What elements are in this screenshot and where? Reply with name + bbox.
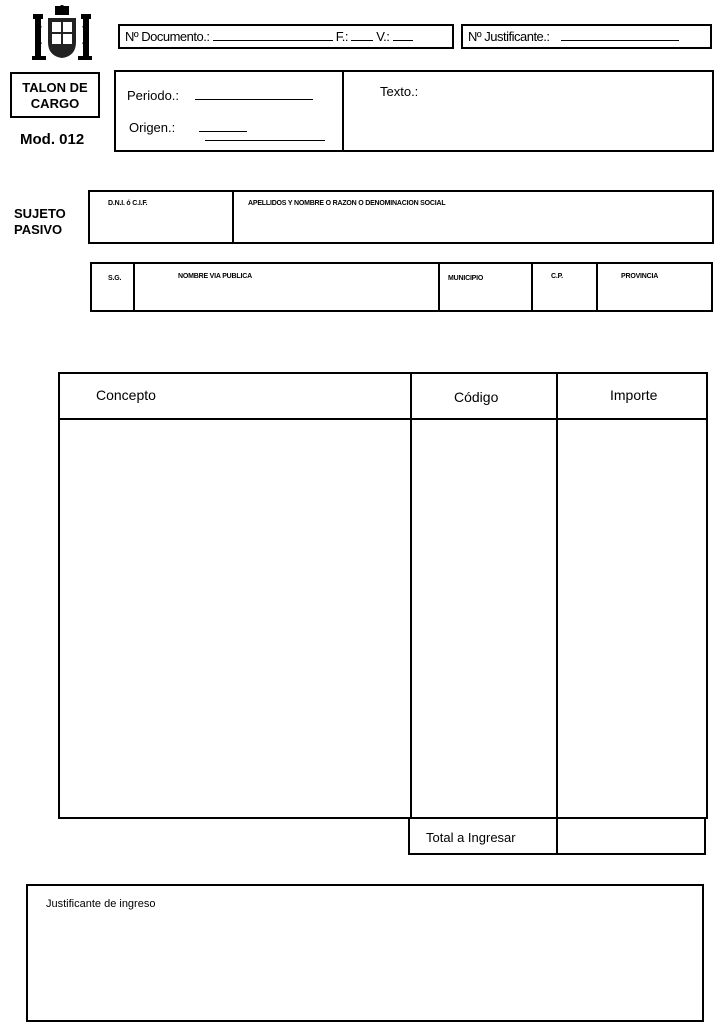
v-field[interactable] bbox=[393, 40, 413, 41]
justificante-ingreso-box[interactable] bbox=[26, 884, 704, 1022]
sujeto-label-line2: PASIVO bbox=[14, 222, 63, 237]
periodo-texto-box bbox=[114, 70, 714, 152]
periodo-field[interactable] bbox=[195, 99, 313, 100]
apellidos-label: APELLIDOS Y NOMBRE O RAZON O DENOMINACION SOCIAL bbox=[248, 200, 446, 207]
talon-title-line1: TALON DE bbox=[22, 80, 88, 95]
coat-of-arms-logo bbox=[30, 4, 94, 64]
documento-box bbox=[118, 24, 454, 49]
provincia-label: PROVINCIA bbox=[621, 273, 659, 280]
origen-label: Origen.: bbox=[129, 120, 176, 135]
justificante-number-label: Nº Justificante.: bbox=[468, 29, 550, 44]
f-field[interactable] bbox=[351, 40, 373, 41]
total-label: Total a Ingresar bbox=[426, 830, 516, 845]
dni-label: D.N.I. ó C.I.F. bbox=[108, 200, 148, 207]
concepto-header: Concepto bbox=[96, 387, 156, 403]
sg-label: S.G. bbox=[108, 275, 122, 282]
sujeto-pasivo-label bbox=[14, 206, 66, 238]
importe-cell[interactable] bbox=[558, 420, 706, 817]
via-label: NOMBRE VIA PUBLICA bbox=[178, 273, 252, 280]
v-label: V.: bbox=[376, 29, 390, 44]
total-row bbox=[408, 817, 706, 855]
documento-field[interactable] bbox=[213, 40, 333, 41]
concepto-cell[interactable] bbox=[60, 420, 408, 817]
periodo-label: Periodo.: bbox=[127, 88, 180, 103]
f-label: F.: bbox=[335, 29, 348, 44]
codigo-cell[interactable] bbox=[412, 420, 554, 817]
model-number: Mod. 012 bbox=[20, 131, 85, 148]
sujeto-label-line1: SUJETO bbox=[14, 206, 66, 221]
talon-de-cargo-box bbox=[10, 72, 100, 118]
origen-underline bbox=[205, 140, 325, 141]
sujeto-address-box bbox=[90, 262, 713, 312]
importe-header: Importe bbox=[610, 387, 658, 403]
municipio-label: MUNICIPIO bbox=[448, 275, 484, 282]
texto-label: Texto.: bbox=[380, 84, 419, 99]
justificante-number-field[interactable] bbox=[561, 40, 679, 41]
justificante-ingreso-label: Justificante de ingreso bbox=[46, 898, 156, 910]
origen-field[interactable] bbox=[199, 131, 247, 132]
codigo-header: Código bbox=[454, 389, 499, 405]
documento-label: Nº Documento.: bbox=[125, 29, 210, 44]
cp-label: C.P. bbox=[551, 273, 563, 280]
total-field[interactable] bbox=[558, 819, 704, 853]
justificante-number-box bbox=[461, 24, 712, 49]
sujeto-id-box bbox=[88, 190, 714, 244]
talon-title-line2: CARGO bbox=[30, 96, 80, 111]
concept-table bbox=[58, 372, 708, 819]
